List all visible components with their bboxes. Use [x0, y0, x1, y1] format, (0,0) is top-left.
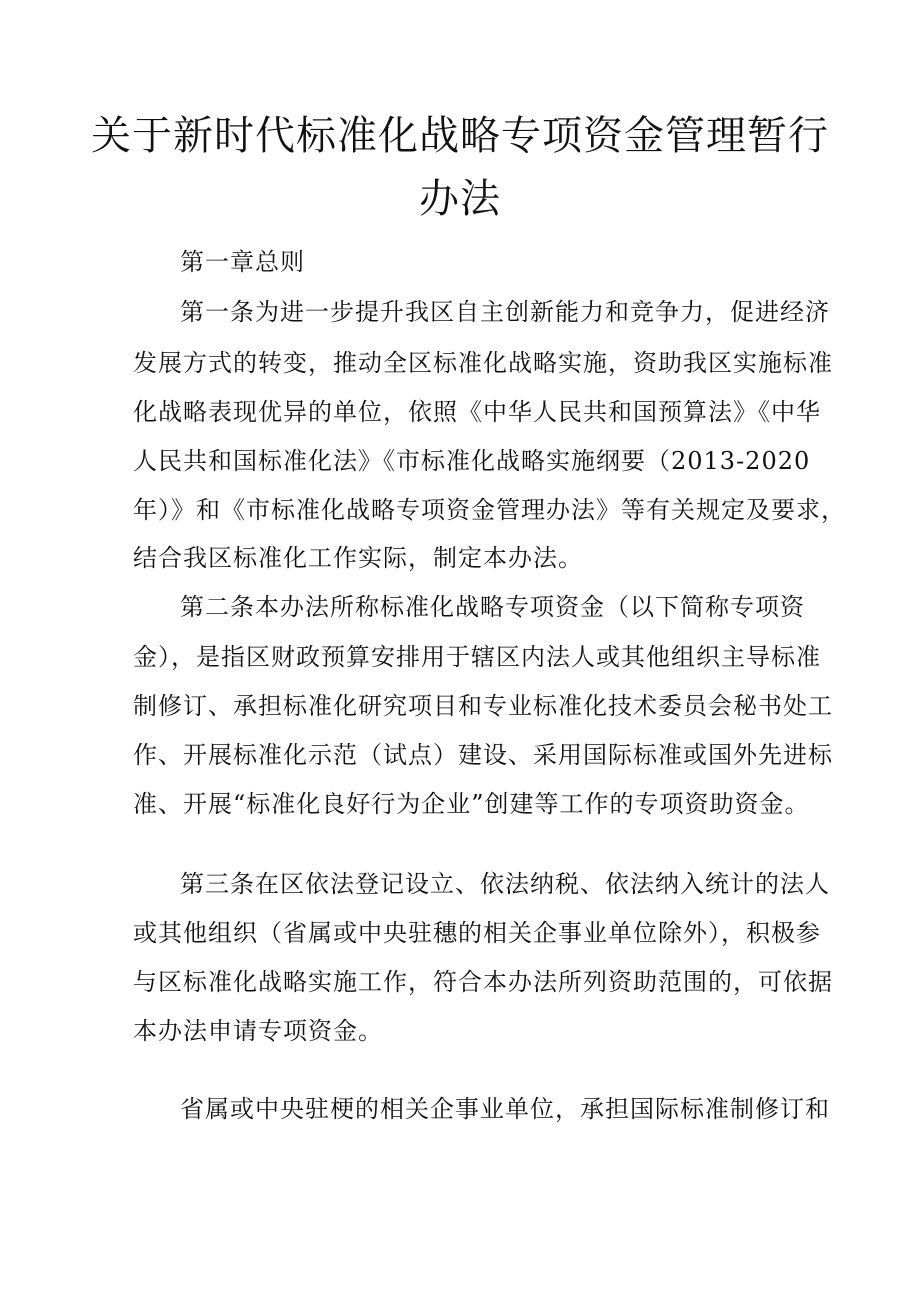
article3-line: 与区标准化战略实施工作，符合本办法所列资助范围的，可依据 [133, 968, 833, 996]
article2-line: 制修订、承担标准化研究项目和专业标准化技术委员会秘书处工 [133, 692, 833, 720]
article1-line: 年）》和《市标准化战略专项资金管理办法》等有关规定及要求， [133, 496, 846, 524]
article1-line: 发展方式的转变，推动全区标准化战略实施，资助我区实施标准 [133, 349, 833, 377]
chapter-heading: 第一章总则 [180, 248, 305, 276]
article2-line: 金），是指区财政预算安排用于辖区内法人或其他组织主导标准 [133, 643, 821, 671]
article1-line: 人民共和国标准化法》《市标准化战略实施纲要（2013-2020 [133, 447, 811, 475]
article2-line: 第二条本办法所称标准化战略专项资金（以下简称专项资 [180, 593, 805, 621]
article3-line: 或其他组织（省属或中央驻穗的相关企事业单位除外），积极参 [133, 919, 821, 947]
article3-line: 第三条在区依法登记设立、依法纳税、依法纳入统计的法人 [180, 870, 830, 898]
article1-line: 第一条为进一步提升我区自主创新能力和竞争力，促进经济 [180, 298, 830, 326]
article1-line: 化战略表现优异的单位，依照《中华人民共和国预算法》《中华 [133, 398, 821, 426]
article2-line: 作、开展标准化示范（试点）建设、采用国际标准或国外先进标 [133, 741, 833, 769]
paragraph4-line: 省属或中央驻梗的相关企事业单位，承担国际标准制修订和 [180, 1095, 830, 1123]
document-title-line-1: 关于新时代标准化战略专项资金管理暂行 [91, 113, 829, 159]
article2-line: 准、开展“标准化良好行为企业”创建等工作的专项资助资金。 [133, 790, 810, 818]
article1-line: 结合我区标准化工作实际，制定本办法。 [133, 544, 583, 572]
article3-line: 本办法申请专项资金。 [133, 1017, 383, 1045]
document-title-line-2: 办法 [419, 176, 501, 222]
